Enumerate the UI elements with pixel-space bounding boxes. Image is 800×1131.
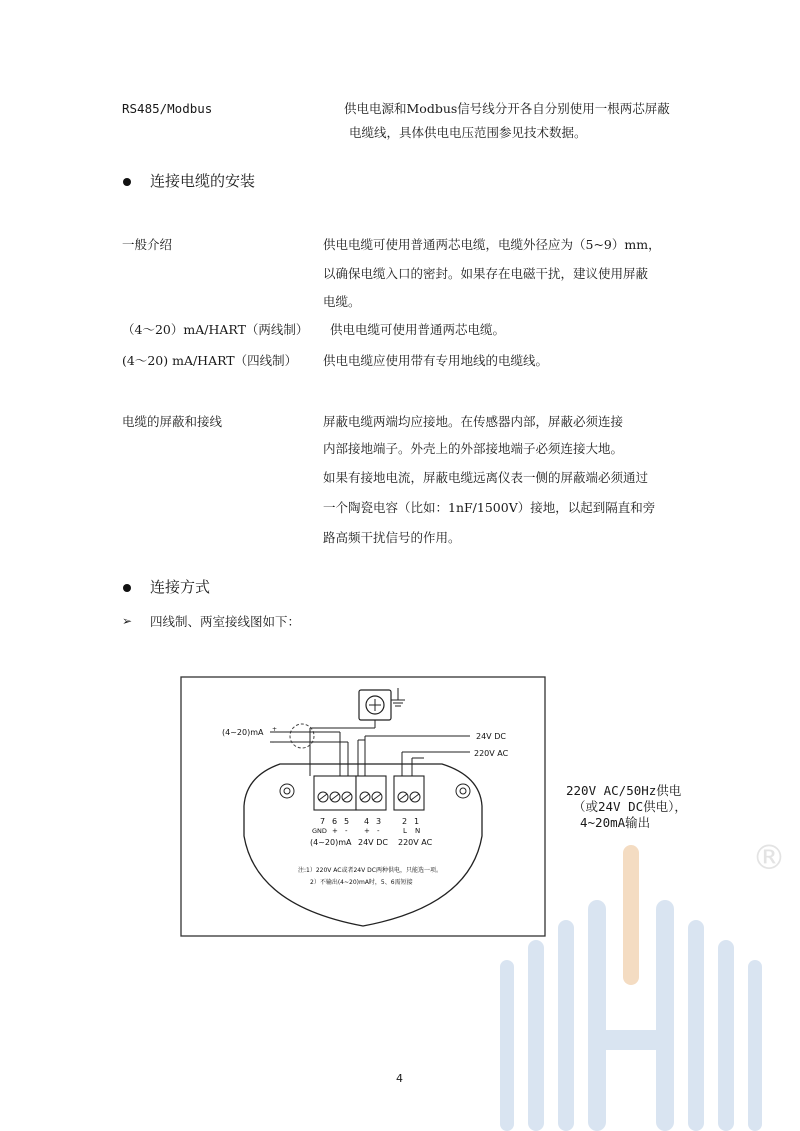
shield-line1: 屏蔽电缆两端均应接地。在传感器内部，屏蔽必须连接 bbox=[323, 414, 624, 429]
general-line3: 电缆。 bbox=[323, 294, 361, 309]
side-note-line1: 220V AC/50Hz供电 bbox=[566, 783, 682, 798]
terminal-sign: + bbox=[332, 827, 338, 835]
section-install-title: 连接电缆的安装 bbox=[150, 172, 256, 190]
bullet-icon bbox=[123, 178, 131, 186]
shield-line4: 一个陶瓷电容（比如：1nF/1500V）接地，以起到隔直和旁 bbox=[323, 500, 656, 515]
diagram-24vdc-wire-label: 24V DC bbox=[476, 732, 506, 741]
general-label: 一般介绍 bbox=[122, 237, 173, 252]
rs485-label: RS485/Modbus bbox=[122, 101, 213, 116]
rs485-text-line2: 电缆线，具体供电电压范围参见技术数据。 bbox=[349, 125, 587, 140]
terminal-number: 1 bbox=[414, 817, 420, 826]
side-note-line3: 4~20mA输出 bbox=[580, 815, 651, 830]
terminal-number: 5 bbox=[344, 817, 350, 826]
arrow-bullet-icon: ➢ bbox=[122, 614, 133, 628]
two-wire-text: 供电电缆可使用普通两芯电缆。 bbox=[330, 322, 506, 337]
general-line2: 以确保电缆入口的密封。如果存在电磁干扰，建议使用屏蔽 bbox=[323, 266, 649, 281]
shield-label: 电缆的屏蔽和接线 bbox=[122, 414, 223, 429]
group-label: (4~20)mA bbox=[310, 838, 352, 847]
four-wire-label: (4～20) mA/HART（四线制） bbox=[122, 353, 298, 368]
diagram-current-label: (4~20)mA bbox=[222, 728, 264, 737]
terminal-sign: GND bbox=[312, 827, 327, 835]
svg-text:+: + bbox=[272, 726, 278, 733]
terminal-number: 3 bbox=[376, 817, 382, 826]
shield-line2: 内部接地端子。外壳上的外部接地端子必须连接大地。 bbox=[323, 441, 624, 456]
terminal-sign: + bbox=[364, 827, 370, 835]
terminal-number: 6 bbox=[332, 817, 338, 826]
shield-line3: 如果有接地电流，屏蔽电缆远离仪表一侧的屏蔽端必须通过 bbox=[323, 470, 649, 485]
watermark-registered-mark: ® bbox=[752, 838, 786, 878]
terminal-number: 7 bbox=[320, 817, 326, 826]
terminal-number: 2 bbox=[402, 817, 408, 826]
side-note-line2: （或24V DC供电）， bbox=[573, 799, 687, 814]
diagram-220vac-wire-label: 220V AC bbox=[474, 749, 509, 758]
wiring-diagram bbox=[180, 676, 546, 938]
page-number: 4 bbox=[396, 1072, 403, 1085]
terminal-sign: L bbox=[403, 827, 407, 835]
general-line1: 供电电缆可使用普通两芯电缆，电缆外径应为（5~9）mm， bbox=[323, 237, 661, 252]
svg-text:-: - bbox=[272, 739, 275, 746]
two-wire-label: （4～20）mA/HART（两线制） bbox=[122, 322, 309, 337]
four-wire-text: 供电电缆应使用带有专用地线的电缆线。 bbox=[323, 353, 549, 368]
shield-line5: 路高频干扰信号的作用。 bbox=[323, 530, 461, 545]
diagram-note2: 2）不输出(4~20)mA时，5、6需短接 bbox=[310, 879, 413, 886]
terminal-sign: N bbox=[415, 827, 421, 835]
terminal-sign: - bbox=[345, 827, 348, 835]
group-label: 24V DC bbox=[358, 838, 388, 847]
section-connect-sub: 四线制、两室接线图如下： bbox=[150, 614, 301, 629]
terminal-sign: - bbox=[377, 827, 380, 835]
group-label: 220V AC bbox=[398, 838, 433, 847]
rs485-text-line1: 供电电源和Modbus信号线分开各自分别使用一根两芯屏蔽 bbox=[344, 101, 670, 116]
diagram-note1: 注:1）220V AC或者24V DC两种供电，只能选一项。 bbox=[298, 867, 442, 874]
bullet-icon bbox=[123, 584, 131, 592]
terminal-number: 4 bbox=[364, 817, 370, 826]
section-connect-title: 连接方式 bbox=[150, 578, 211, 596]
